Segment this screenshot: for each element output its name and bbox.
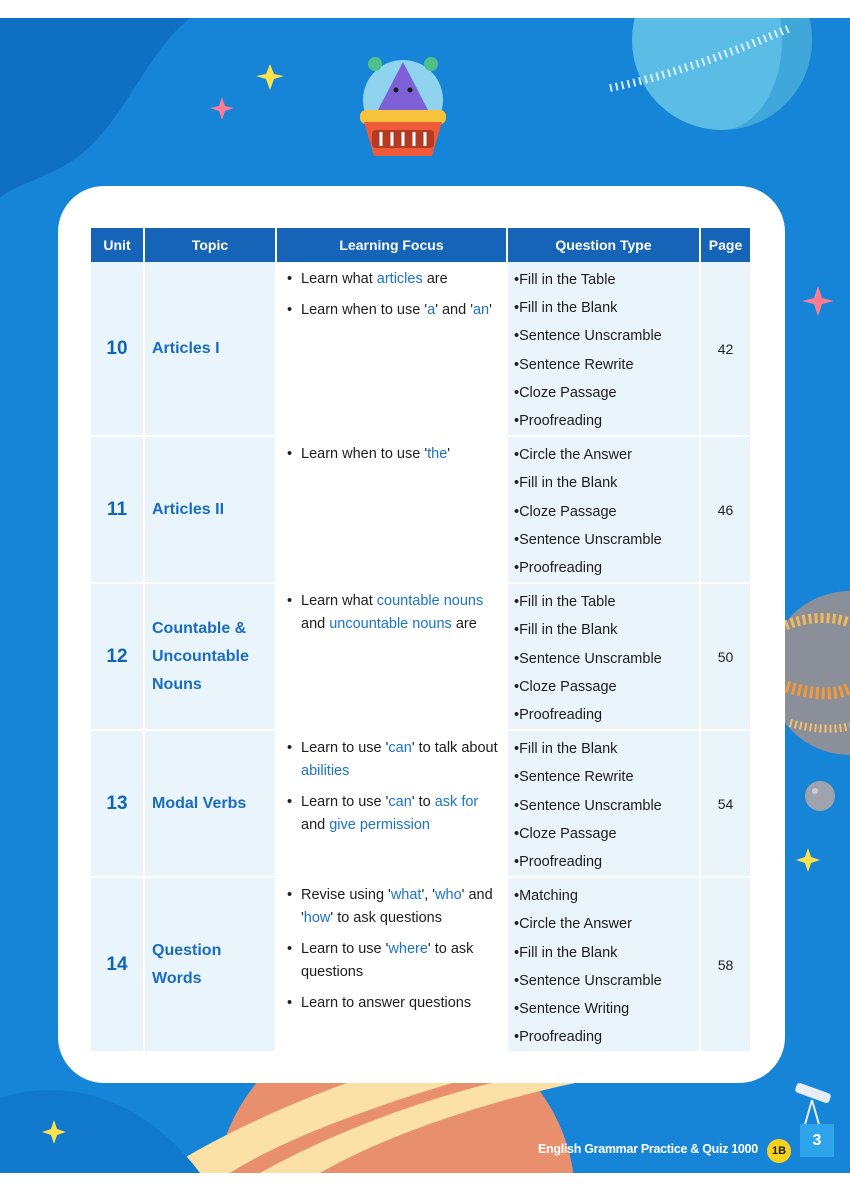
- focus-text: ' to talk about: [411, 740, 498, 757]
- highlighted-term: uncountable nouns: [329, 616, 452, 633]
- focus-text: Learn when to use ': [301, 446, 428, 463]
- learning-focus-item: [287, 443, 502, 466]
- topic-line: Uncountable: [152, 647, 249, 665]
- question-type-item: • Cloze Passage: [514, 673, 699, 701]
- topic-cell: [144, 583, 276, 730]
- highlighted-term: can: [388, 794, 412, 811]
- topic-line: Countable &: [152, 619, 247, 637]
- page-cell: 58: [700, 877, 750, 1052]
- topic-cell: [144, 262, 276, 436]
- topic-cell: [144, 436, 276, 583]
- learning-focus-item: [287, 737, 502, 783]
- question-type-item: • Fill in the Blank: [514, 616, 699, 644]
- learning-focus-item: [287, 299, 502, 322]
- topic-line: Articles II: [152, 500, 225, 518]
- question-type-item: • Fill in the Table: [514, 266, 699, 294]
- highlighted-term: where: [388, 941, 428, 958]
- learning-focus-item: [287, 268, 502, 291]
- page-number: 3: [800, 1124, 834, 1157]
- highlighted-term: how: [303, 910, 331, 927]
- page-cell: 46: [700, 436, 750, 583]
- table-row: [91, 436, 750, 583]
- unit-number: 11: [91, 436, 144, 583]
- question-type-cell: [507, 877, 700, 1052]
- learning-focus-cell: [276, 730, 507, 877]
- question-type-item: • Sentence Unscramble: [514, 967, 699, 995]
- question-type-item: • Fill in the Blank: [514, 939, 699, 967]
- focus-text: ' to: [411, 794, 435, 811]
- learning-focus-item: [287, 938, 502, 984]
- header-question-type: Question Type: [507, 228, 700, 262]
- question-type-item: • Sentence Unscramble: [514, 322, 699, 350]
- star-yellow-top: [256, 64, 284, 90]
- question-type-item: • Sentence Rewrite: [514, 763, 699, 791]
- focus-text: Learn what: [301, 593, 377, 610]
- focus-text: Learn to use ': [301, 740, 389, 757]
- topic-cell: [144, 877, 276, 1052]
- learning-focus-cell: [276, 436, 507, 583]
- star-pink-top: [210, 97, 234, 120]
- focus-text: are: [422, 271, 448, 287]
- focus-text: ' to ask questions: [330, 910, 442, 927]
- topic-cell: [144, 730, 276, 877]
- question-type-cell: [507, 262, 700, 436]
- focus-text: ': [489, 302, 492, 318]
- question-type-item: • Circle the Answer: [514, 910, 699, 938]
- focus-text: Learn to use ': [301, 794, 389, 811]
- star-yellow-right: [796, 848, 820, 872]
- highlighted-term: an: [472, 302, 490, 318]
- topic-line: Nouns: [152, 675, 202, 693]
- highlighted-term: give permission: [329, 817, 430, 834]
- highlighted-term: abilities: [301, 763, 350, 780]
- unit-number: 12: [91, 583, 144, 730]
- learning-focus-item: [287, 791, 502, 837]
- question-type-item: • Proofreading: [514, 848, 699, 876]
- unit-number: 14: [91, 877, 144, 1052]
- highlighted-term: who: [435, 887, 462, 904]
- topic-line: Question: [152, 941, 222, 959]
- level-badge: 1B: [767, 1139, 791, 1163]
- focus-text: are: [451, 616, 477, 633]
- page-cell: 50: [700, 583, 750, 730]
- highlighted-term: ask for: [434, 794, 479, 811]
- focus-text: Learn to answer questions: [301, 995, 472, 1012]
- topic-line: Words: [152, 969, 202, 987]
- learning-focus-item: [287, 590, 502, 636]
- question-type-item: • Proofreading: [514, 407, 699, 435]
- focus-text: and: [301, 616, 330, 633]
- header-unit: Unit: [91, 228, 144, 262]
- question-type-item: • Circle the Answer: [514, 441, 699, 469]
- table-row: [91, 730, 750, 877]
- question-type-item: • Cloze Passage: [514, 498, 699, 526]
- page-cell: 42: [700, 262, 750, 436]
- focus-text: ' and ': [301, 887, 493, 927]
- top-left-wave: [0, 18, 190, 198]
- question-type-item: • Fill in the Blank: [514, 294, 699, 322]
- unit-number: 10: [91, 262, 144, 436]
- question-type-item: • Fill in the Blank: [514, 735, 699, 763]
- question-type-item: • Proofreading: [514, 1023, 699, 1051]
- question-type-item: • Sentence Writing: [514, 995, 699, 1023]
- book-title: English Grammar Practice & Quiz 1000: [538, 1142, 758, 1156]
- small-moon: [805, 781, 835, 811]
- highlighted-term: a: [427, 302, 436, 318]
- focus-text: Learn what: [301, 271, 377, 287]
- learning-focus-item: [287, 992, 502, 1015]
- learning-focus-cell: [276, 877, 507, 1052]
- question-type-cell: [507, 730, 700, 877]
- question-type-cell: [507, 436, 700, 583]
- question-type-item: • Cloze Passage: [514, 379, 699, 407]
- question-type-item: • Proofreading: [514, 701, 699, 729]
- focus-text: ': [447, 446, 451, 463]
- question-type-item: • Sentence Unscramble: [514, 792, 699, 820]
- focus-text: Learn to use ': [301, 941, 389, 958]
- learning-focus-cell: [276, 583, 507, 730]
- table-row: [91, 262, 750, 436]
- focus-text: ' to ask questions: [301, 941, 474, 981]
- learning-focus-cell: [276, 262, 507, 436]
- focus-text: Learn when to use ': [301, 302, 428, 318]
- question-type-item: • Sentence Unscramble: [514, 526, 699, 554]
- focus-text: ' and ': [435, 302, 473, 318]
- learning-focus-item: [287, 884, 502, 930]
- question-type-item: • Fill in the Table: [514, 588, 699, 616]
- topic-line: Modal Verbs: [152, 794, 247, 812]
- table-header-row: [91, 228, 750, 262]
- question-type-item: • Matching: [514, 882, 699, 910]
- question-type-item: • Proofreading: [514, 554, 699, 582]
- header-learning-focus: Learning Focus: [276, 228, 507, 262]
- focus-text: ', ': [421, 887, 436, 904]
- focus-text: Revise using ': [301, 887, 391, 904]
- highlighted-term: the: [427, 446, 448, 463]
- question-type-cell: [507, 583, 700, 730]
- focus-text: and: [301, 817, 330, 834]
- telescope-illustration: [794, 1082, 831, 1128]
- header-topic: Topic: [144, 228, 276, 262]
- header-page: Page: [700, 228, 750, 262]
- mascot-illustration: [360, 57, 446, 156]
- highlighted-term: can: [388, 740, 412, 757]
- star-pink-right: [802, 286, 834, 316]
- question-type-item: • Sentence Unscramble: [514, 645, 699, 673]
- highlighted-term: what: [390, 887, 422, 904]
- table-row: [91, 877, 750, 1052]
- question-type-item: • Cloze Passage: [514, 820, 699, 848]
- page-cell: 54: [700, 730, 750, 877]
- unit-number: 13: [91, 730, 144, 877]
- highlighted-term: countable nouns: [376, 593, 484, 610]
- question-type-item: • Fill in the Blank: [514, 469, 699, 497]
- highlighted-term: articles: [376, 271, 423, 287]
- question-type-item: • Sentence Rewrite: [514, 351, 699, 379]
- contents-table: [91, 228, 750, 1053]
- bottom-left-wave: [0, 1090, 200, 1173]
- topic-line: Articles I: [152, 339, 220, 357]
- table-row: [91, 583, 750, 730]
